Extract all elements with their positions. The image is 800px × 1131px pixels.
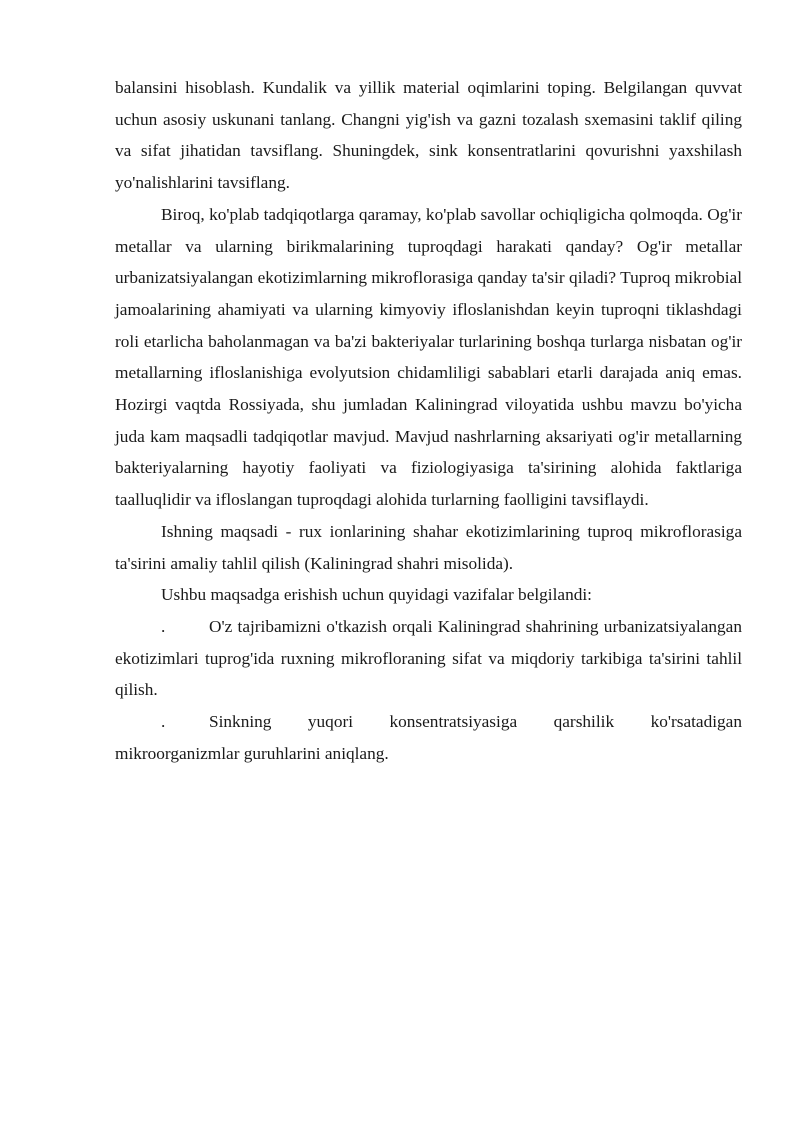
task-marker: . [161,712,166,732]
paragraph-continuation: balansini hisoblash. Kundalik va yillik material oqimlarini toping. Belgilangan quvvat uchun asosiy uskunani tanlang. Changni yig'ish va gazni tozalash sxemasini taklif qiling va sifat jihatidan tavsiflang. Shuningdek, sink konsentratlarini qovurishni yaxshilash yo'nalishlarini tavsiflang. [115,78,742,193]
document-body [115,72,742,769]
task-text: Sinkning yuqori konsentratsiyasiga qarshilik ko'rsatadigan mikroorganizmlar guruhlarini aniqlang. [115,712,742,763]
task-marker: . [161,616,166,636]
task-text: O'z tajribamizni o'tkazish orqali Kaliningrad shahrining urbanizatsiyalangan ekotizimlari tuprog'ida ruxning mikrofloraning sifat va miqdoriy tarkibiga ta'sirini tahlil qilish. [115,616,742,700]
task-item-2 [115,706,742,769]
paragraph-open-questions: Biroq, ko'plab tadqiqotlarga qaramay, ko'plab savollar ochiqligicha qolmoqda. Og'ir metallar va ularning birikmalarining tuproqdagi harakati qanday? Og'ir metallar urbanizatsiyalangan ekotizimlarning mikroflorasiga qanday ta'sir qiladi? Tuproq mikrobial jamoalarining ahamiyati va ularning kimyoviy ifloslanishdan keyin tuproqni tiklashdagi roli etarlicha baholanmagan va ba'zi bakteriyalar turlarining boshqa turlarga nisbatan og'ir metallarning ifloslanishiga evolyutsion chidamliligi sabablari etarli darajada aniq emas. Hozirgi vaqtda Rossiyada, shu jumladan Kaliningrad viloyatida ushbu mavzu bo'yicha juda kam maqsadli tadqiqotlar mavjud. Mavjud nashrlarning aksariyati og'ir metallarning bakteriyalarning hayotiy faoliyati va fiziologiyasiga ta'sirining alohida faktlariga taalluqlidir va ifloslangan tuproqdagi alohida turlarning faolligini tavsiflaydi. [115,204,742,510]
paragraph-research-goal: Ishning maqsadi - rux ionlarining shahar ekotizimlarining tuproq mikroflorasiga ta'sirini amaliy tahlil qilish (Kaliningrad shahri misolida). [115,521,742,573]
paragraph-tasks-intro: Ushbu maqsadga erishish uchun quyidagi vazifalar belgilandi: [161,585,592,605]
task-item-1 [115,611,742,706]
